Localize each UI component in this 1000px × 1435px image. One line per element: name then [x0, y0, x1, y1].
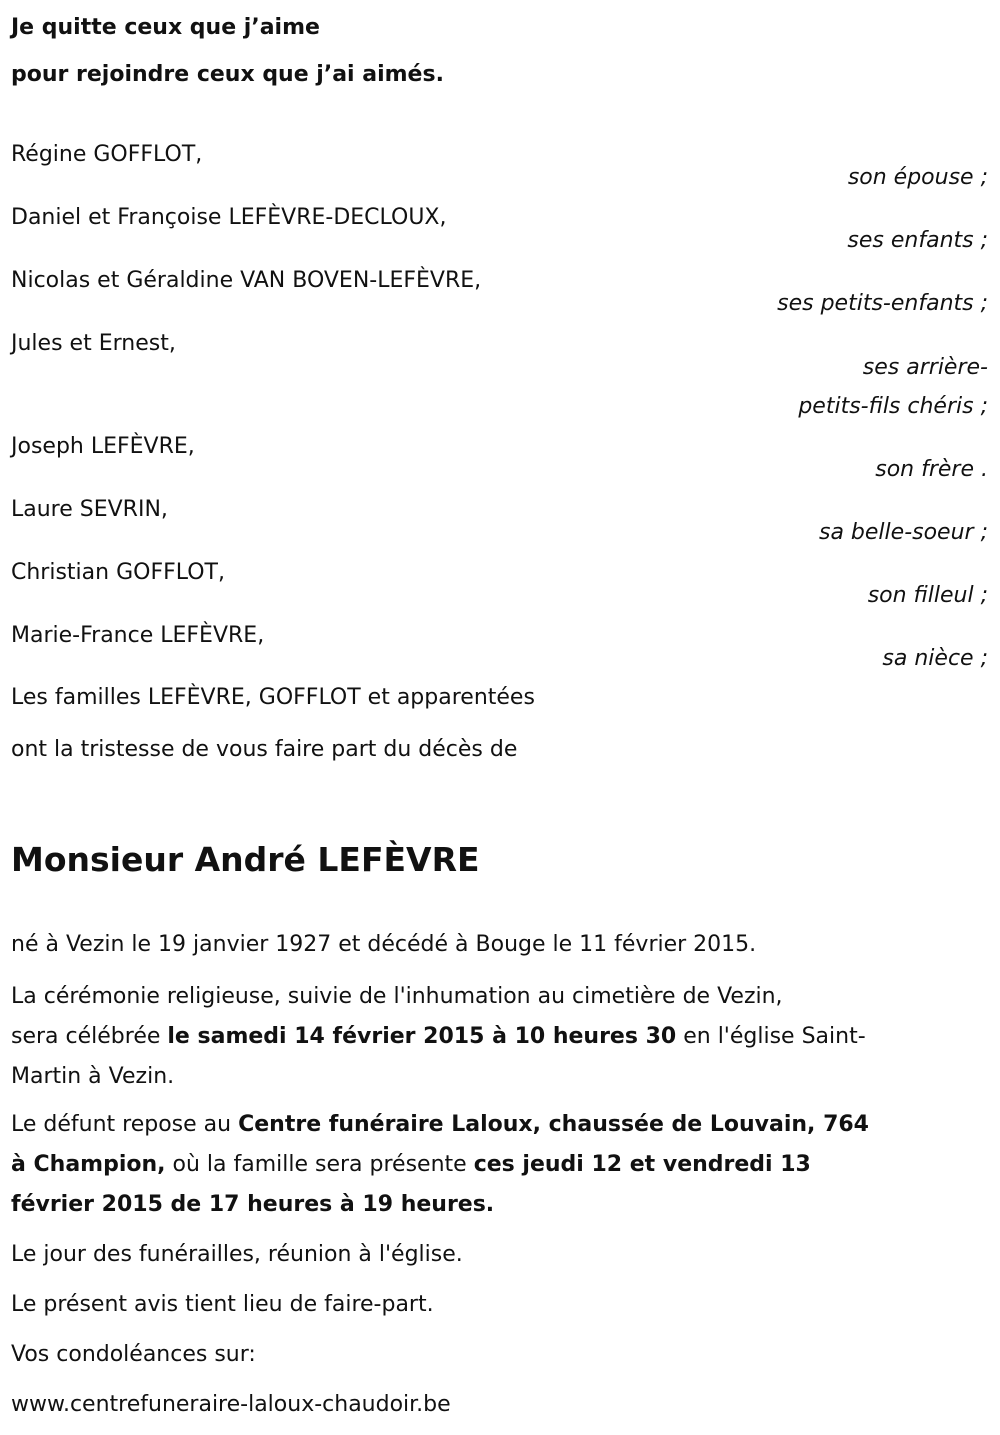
- meeting: Le jour des funérailles, réunion à l'église.: [11, 1242, 463, 1267]
- family-relation: son frère .: [875, 457, 988, 482]
- family-name: Joseph LEFÈVRE,: [11, 434, 195, 459]
- ceremony-date: le samedi 14 février 2015 à 10 heures 30: [167, 1024, 677, 1049]
- family-relation: ses enfants ;: [847, 228, 988, 253]
- family-relation: son épouse ;: [847, 165, 988, 190]
- family-relation: ses petits-enfants ;: [777, 291, 988, 316]
- family-name: Régine GOFFLOT,: [11, 142, 203, 167]
- family-name: Christian GOFFLOT,: [11, 560, 225, 585]
- ceremony-line-3: Martin à Vezin.: [11, 1064, 175, 1089]
- family-relation: sa belle-soeur ;: [819, 520, 988, 545]
- repose-text: où la famille sera présente: [165, 1152, 474, 1177]
- family-name: Laure SEVRIN,: [11, 497, 168, 522]
- family-relation: son filleul ;: [867, 583, 988, 608]
- repose-line-1: [11, 1110, 869, 1140]
- family-relation: petits-fils chéris ;: [798, 394, 988, 419]
- ceremony-line-1: La cérémonie religieuse, suivie de l'inhumation au cimetière de Vezin,: [11, 984, 783, 1009]
- repose-line-2: [11, 1150, 811, 1180]
- epigraph-line-2: pour rejoindre ceux que j’ai aimés.: [11, 62, 444, 87]
- repose-place: à Champion,: [11, 1152, 166, 1177]
- repose-dates: ces jeudi 12 et vendredi 13: [473, 1152, 811, 1177]
- born-died: né à Vezin le 19 janvier 1927 et décédé à Bouge le 11 février 2015.: [11, 932, 757, 957]
- website-link[interactable]: www.centrefuneraire-laloux-chaudoir.be: [11, 1392, 451, 1417]
- ceremony-text: en l'église Saint-: [676, 1024, 866, 1049]
- family-relation: sa nièce ;: [882, 646, 988, 671]
- condolences-label: Vos condoléances sur:: [11, 1342, 256, 1367]
- family-name: Marie-France LEFÈVRE,: [11, 623, 265, 648]
- family-name: Jules et Ernest,: [11, 331, 176, 356]
- repose-text: Le défunt repose au: [11, 1112, 239, 1137]
- deceased-name: Monsieur André LEFÈVRE: [11, 840, 480, 879]
- repose-place: Centre funéraire Laloux, chaussée de Louvain, 764: [238, 1112, 869, 1137]
- family-name: Daniel et Françoise LEFÈVRE-DECLOUX,: [11, 205, 447, 230]
- notice: Le présent avis tient lieu de faire-part.: [11, 1292, 434, 1317]
- epigraph-line-1: Je quitte ceux que j’aime: [11, 15, 320, 40]
- announcement: ont la tristesse de vous faire part du décès de: [11, 737, 518, 762]
- ceremony-text: sera célébrée: [11, 1024, 168, 1049]
- family-name: Les familles LEFÈVRE, GOFFLOT et apparentées: [11, 685, 535, 710]
- ceremony-line-2: [11, 1022, 866, 1052]
- repose-line-3: février 2015 de 17 heures à 19 heures.: [11, 1192, 495, 1217]
- family-relation: ses arrière-: [862, 355, 988, 380]
- family-name: Nicolas et Géraldine VAN BOVEN-LEFÈVRE,: [11, 268, 482, 293]
